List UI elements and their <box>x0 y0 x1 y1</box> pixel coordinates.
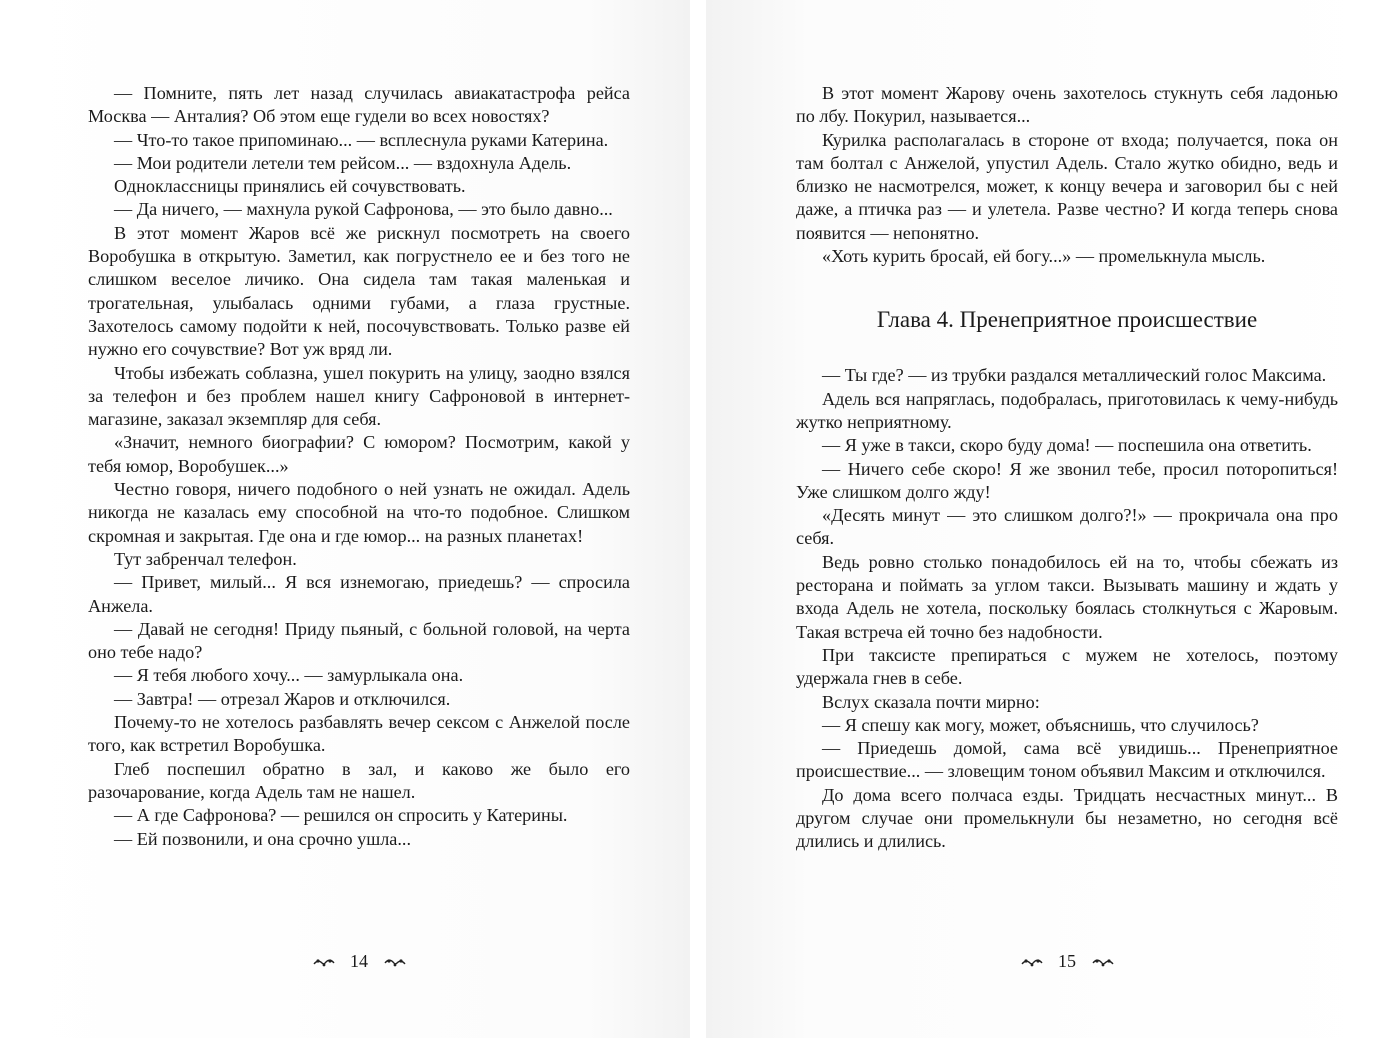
right-page <box>706 0 1396 1038</box>
floral-vignette-icon <box>1020 957 1044 969</box>
paragraph: Одноклассницы принялись ей сочувствовать. <box>114 176 466 197</box>
paragraph: — Я тебя любого хочу... — замурлыкала она. <box>114 665 464 686</box>
page-footer <box>796 950 1338 972</box>
paragraph: Вслух сказала почти мирно: <box>822 691 1040 712</box>
paragraph: — Помните, пять лет назад случилась авиакатастрофа рейса Москва — Анталия? Об этом еще гудели во всех новостях? <box>88 83 630 127</box>
book-gutter <box>690 0 706 1038</box>
page-footer <box>88 950 630 972</box>
paragraph: — Да ничего, — махнула рукой Сафронова, — это было давно... <box>114 199 613 220</box>
paragraph: Чтобы избежать соблазна, ушел покурить на улицу, заодно взялся за телефон и без проблем нашел книгу Сафроновой в интернет-магазине, заказал экземпляр для себя. <box>88 362 630 430</box>
paragraph: — Привет, милый... Я вся изнемогаю, приедешь? — спросила Анжела. <box>88 572 630 616</box>
paragraph: — Давай не сегодня! Приду пьяный, с больной головой, на черта оно тебе надо? <box>88 618 630 663</box>
left-page <box>0 0 690 1038</box>
paragraph: — Приедешь домой, сама всё увидишь... Пренеприятное происшествие... — зловещим тоном объявил Максим и отключился. <box>796 738 1338 782</box>
paragraph: — Ты где? — из трубки раздался металлический голос Максима. <box>822 365 1327 386</box>
paragraph: — А где Сафронова? — решился он спросить у Катерины. <box>114 805 568 826</box>
paragraph: Почему-то не хотелось разбавлять вечер сексом с Анжелой после того, как встретил Воробушка. <box>88 712 630 756</box>
floral-vignette-icon <box>312 957 336 969</box>
paragraph: — Мои родители летели тем рейсом... — вздохнула Адель. <box>114 152 572 173</box>
paragraph: В этот момент Жарову очень захотелось стукнуть себя ладонью по лбу. Покурил, называется... <box>796 83 1338 127</box>
right-page-text <box>796 82 1338 854</box>
paragraph: — Завтра! — отрезал Жаров и отключился. <box>114 688 451 709</box>
paragraph: — Ей позвонили, и она срочно ушла... <box>114 828 411 849</box>
paragraph: «Значит, немного биографии? С юмором? Посмотрим, какой у тебя юмор, Воробушек...» <box>88 432 630 476</box>
paragraph: — Ничего себе скоро! Я же звонил тебе, просил поторопиться! Уже слишком долго жду! <box>796 458 1338 502</box>
chapter-title: Глава 4. Пренеприятное происшествие <box>876 307 1258 333</box>
floral-vignette-icon <box>383 957 407 969</box>
paragraph: Ведь ровно столько понадобилось ей на то, чтобы сбежать из ресторана и поймать за углом такси. Вызывать машину и ждать у входа Адель не хотела, поскольку боялась столкнуться с Жаровым. Такая встреча ей точно без надобности. <box>796 551 1338 642</box>
paragraph: — Я спешу как могу, может, объяснишь, что случилось? <box>822 714 1259 735</box>
paragraph: Честно говоря, ничего подобного о ней узнать не ожидал. Адель никогда не казалась ему способной на что-то подобное. Слишком скромная и закрытая. Где она и где юмор... на разных планетах! <box>88 479 630 546</box>
paragraph: Адель вся напряглась, подобралась, приготовилась к чему-нибудь жутко неприятному. <box>796 388 1338 432</box>
paragraph: Глеб поспешил обратно в зал, и каково же было его разочарование, когда Адель там не нашел. <box>88 758 630 802</box>
paragraph: Тут забренчал телефон. <box>114 548 297 569</box>
paragraph: «Хоть курить бросай, ей богу...» — промелькнула мысль. <box>822 246 1266 267</box>
paragraph: При таксисте препираться с мужем не хотелось, поэтому удержала гнев в себе. <box>796 644 1338 689</box>
page-number: 14 <box>350 951 368 971</box>
paragraph: Курилка располагалась в стороне от входа; получается, пока он там болтал с Анжелой, упустил Адель. Стало жутко обидно, ведь и близко не насмотрелся, может, к концу вечера и заговорил бы с ней даже, а птичка раз — и улетела. Разве честно? И когда теперь снова появится — непонятно. <box>796 129 1338 243</box>
paragraph: — Что-то такое припоминаю... — всплеснула руками Катерина. <box>114 129 609 150</box>
floral-vignette-icon <box>1091 957 1115 969</box>
paragraph: В этот момент Жаров всё же рискнул посмотреть на своего Воробушка в открытую. Заметил, как погрустнело ее и без того не слишком веселое личико. Она сидела там такая маленькая и трогательная, улыбалась одними губами, а глаза грустные. Захотелось самому подойти к ней, посочувствовать. Только разве ей нужно его сочувствие? Вот уж вряд ли. <box>88 222 630 360</box>
paragraph: До дома всего полчаса езды. Тридцать несчастных минут... В другом случае они промелькнули бы незаметно, но сегодня всё длились и длились. <box>796 784 1338 852</box>
left-page-text <box>88 82 630 851</box>
paragraph: — Я уже в такси, скоро буду дома! — поспешила она ответить. <box>822 435 1312 456</box>
paragraph: «Десять минут — это слишком долго?!» — прокричала она про себя. <box>796 505 1338 549</box>
page-number: 15 <box>1058 951 1076 971</box>
